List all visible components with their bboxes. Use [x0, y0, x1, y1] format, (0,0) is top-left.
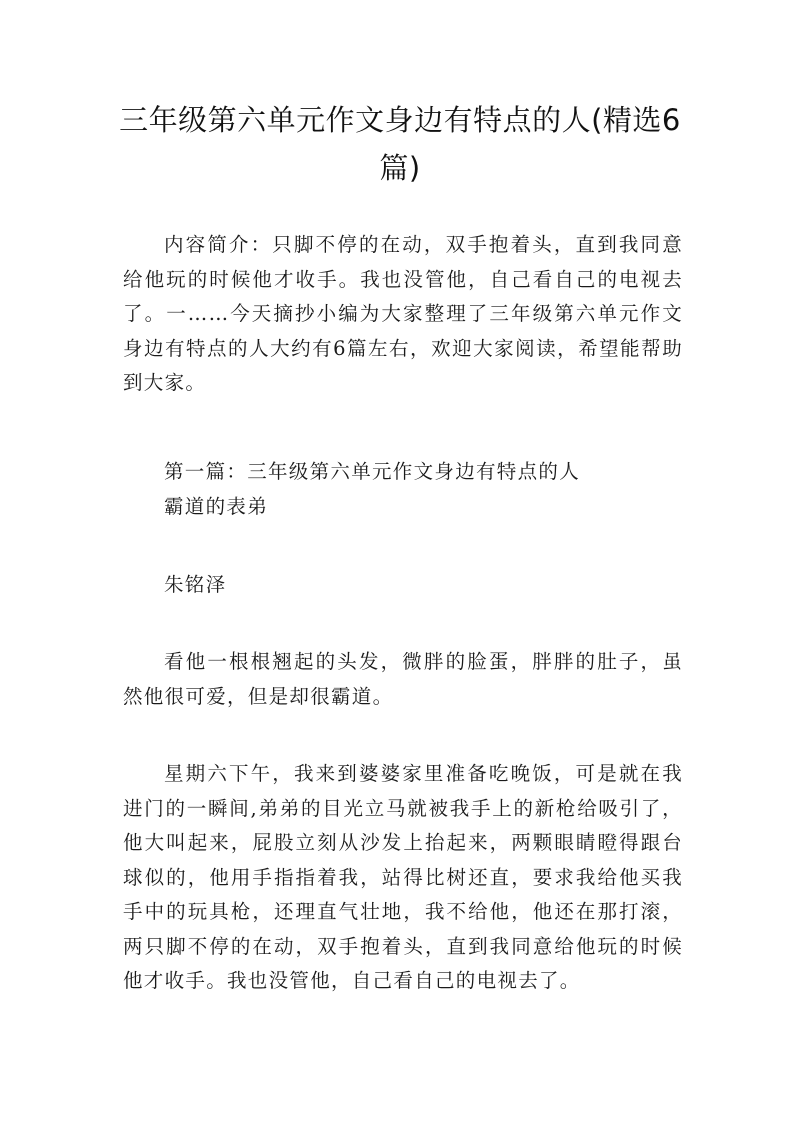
author-name: 朱铭泽 [164, 573, 227, 596]
document-title: 三年级第六单元作文身边有特点的人(精选6篇) [119, 103, 681, 185]
body-paragraph-1: 看他一根根翘起的头发，微胖的脸蛋，胖胖的肚子，虽然他很可爱，但是却很霸道。 [123, 650, 683, 708]
intro-paragraph: 内容简介：只脚不停的在动，双手抱着头，直到我同意给他玩的时候他才收手。我也没管他，自己看自己的电视去了。一……今天摘抄小编为大家整理了三年级第六单元作文身边有特点的人大约有6篇左右，欢迎大家阅读，希望能帮助到大家。 [123, 233, 683, 394]
chapter-heading: 第一篇：三年级第六单元作文身边有特点的人 [164, 460, 581, 483]
story-title: 霸道的表弟 [164, 495, 269, 518]
body-paragraph-2: 星期六下午，我来到婆婆家里准备吃晚饭，可是就在我进门的一瞬间,弟弟的目光立马就被我手上的新枪给吸引了，他大叫起来，屁股立刻从沙发上抬起来，两颗眼睛瞪得跟台球似的，他用手指指着我，站得比树还直，要求我给他买我手中的玩具枪，还理直气壮地，我不给他，他还在那打滚，两只脚不停的在动，双手抱着头，直到我同意给他玩的时候他才收手。我也没管他，自己看自己的电视去了。 [123, 762, 683, 992]
